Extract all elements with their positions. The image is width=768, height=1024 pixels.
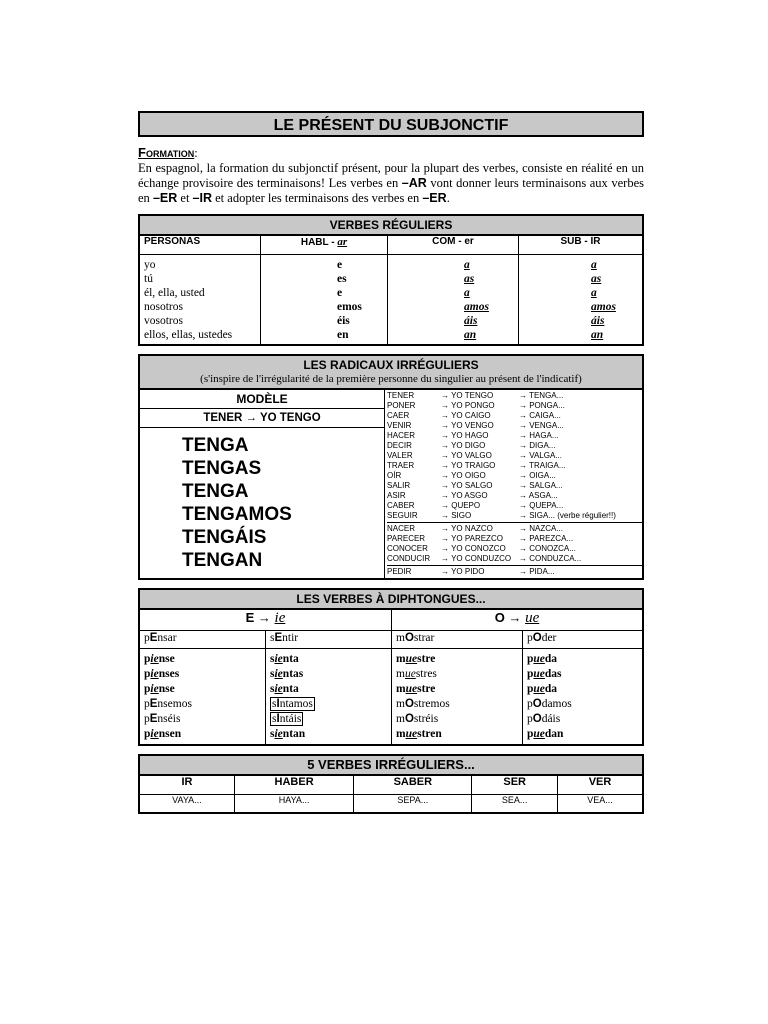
stem-cell: → SALGA... xyxy=(519,481,563,490)
stem-row xyxy=(387,524,642,534)
stem-cell: VENIR xyxy=(387,421,412,430)
infinitive-poder: pOder xyxy=(523,631,643,649)
stem-group xyxy=(387,566,642,578)
stem-cell: → OIGA... xyxy=(519,471,556,480)
stem-cell: → VENGA... xyxy=(519,421,564,430)
ending-er: amos xyxy=(464,301,489,313)
stem-row xyxy=(387,471,642,481)
regular-verbs-table xyxy=(140,236,642,344)
stem-row xyxy=(387,534,642,544)
form-vaya: VAYA... xyxy=(140,795,234,813)
irregular-verbs-table xyxy=(140,776,642,812)
e-target: ie xyxy=(274,610,286,626)
stem-cell: → PIDA... xyxy=(519,567,555,576)
diphthong-type-row xyxy=(140,610,642,631)
form-haya: HAYA... xyxy=(234,795,353,813)
ending-er-2: –ER xyxy=(422,191,447,205)
ending-er: a xyxy=(464,259,470,271)
stem-cell: CONOCER xyxy=(387,544,428,553)
irregular-verbs-box xyxy=(138,754,644,814)
ending-er: as xyxy=(464,273,475,285)
stem-cell: → YO OIGO xyxy=(441,471,486,480)
stem-cell: SALIR xyxy=(387,481,411,490)
stem-cell: PONER xyxy=(387,401,416,410)
stem-row xyxy=(387,554,642,564)
model-column xyxy=(140,390,385,578)
stem-row xyxy=(387,441,642,451)
ending-p: nosotros xyxy=(144,301,183,313)
stem-row xyxy=(387,401,642,411)
stem-cell: → CAIGA... xyxy=(519,411,561,420)
diphthongs-box xyxy=(138,588,644,746)
stem-cell: OÍR xyxy=(387,471,402,480)
col-habl-ending: ar xyxy=(337,236,348,248)
stem-cell: NACER xyxy=(387,524,416,533)
form-sea: SEA... xyxy=(472,795,558,813)
ending-ir: a xyxy=(591,287,597,299)
radicals-header: LES RADICAUX IRRÉGULIERS xyxy=(140,356,642,372)
formation-paragraph: Formation: En espagnol, la formation du subjonctif présent, pour la plupart des verbes, consiste en réalité en un échange provisoire des terminaisons! Les verbes en –AR vont donner leurs terminaisons aux verbes en –ER et –IR et adopter les terminaisons des verbes en –ER. xyxy=(138,145,644,205)
col-habl xyxy=(261,236,388,255)
regular-verbs-header: VERBES RÉGULIERS xyxy=(140,216,642,236)
model-form: TENGAN xyxy=(182,550,263,571)
stem-cell: → TRAIGA... xyxy=(519,461,566,470)
irregular-verb-forms xyxy=(140,795,642,813)
stem-cell: → YO SALGO xyxy=(441,481,493,490)
stem-cell: → YO TENGO xyxy=(441,391,494,400)
ending-ir: a xyxy=(591,259,597,271)
ending-ar: e xyxy=(337,287,343,299)
ending-p: vosotros xyxy=(144,315,183,327)
stem-cell: TENER xyxy=(387,391,415,400)
ending-er: –ER xyxy=(152,191,178,205)
stem-row xyxy=(387,544,642,554)
stem-cell: → NAZCA... xyxy=(519,524,564,533)
stem-row xyxy=(387,491,642,501)
ending-ir: amos xyxy=(591,301,616,313)
personas-cell xyxy=(140,255,261,345)
model-label: MODÈLE xyxy=(140,390,384,409)
stem-row xyxy=(387,391,642,401)
stem-row xyxy=(387,431,642,441)
stem-row xyxy=(387,451,642,461)
stem-cell: → YO CONOZCO xyxy=(441,544,506,553)
o-label: O → xyxy=(494,610,526,625)
stem-row xyxy=(387,567,642,577)
ending-ir: an xyxy=(591,329,604,341)
col-com: COM - er xyxy=(388,236,519,255)
regular-verbs-box xyxy=(138,214,644,346)
stem-cell: → YO DIGO xyxy=(441,441,486,450)
o-ue-heading xyxy=(392,610,643,631)
formation-text-4: et adopter les terminaisons des verbes en xyxy=(212,191,423,205)
stem-row xyxy=(387,411,642,421)
irregular-stems-list xyxy=(385,390,642,578)
verb-saber: SABER xyxy=(354,776,472,795)
regular-header-row xyxy=(140,236,642,255)
model-form: TENGÁIS xyxy=(182,527,267,548)
verb-ver: VER xyxy=(558,776,642,795)
ending-ar: éis xyxy=(337,315,350,327)
radicals-box xyxy=(138,354,644,580)
ending-ar: e xyxy=(337,259,343,271)
diphthongs-header: LES VERBES À DIPHTONGUES... xyxy=(140,590,642,610)
stem-cell: TRAER xyxy=(387,461,415,470)
stem-group xyxy=(387,390,642,523)
e-ie-heading xyxy=(140,610,392,631)
irregular-verbs-header: 5 VERBES IRRÉGULIERS... xyxy=(140,756,642,776)
stem-cell: → ASGA... xyxy=(519,491,558,500)
mostrar-forms: muestre muestres muestre mOstremos mOstréis muestren xyxy=(392,649,523,745)
stem-row xyxy=(387,511,642,521)
stem-cell: PEDIR xyxy=(387,567,412,576)
stem-cell: → QUEPO xyxy=(441,501,481,510)
ending-ar: –AR xyxy=(401,176,427,190)
form-sepa: SEPA... xyxy=(354,795,472,813)
sentir-forms: sienta sientas sienta sIntamos sIntáis sientan xyxy=(266,649,392,745)
ending-ar: es xyxy=(337,273,347,285)
stem-cell: → CONDUZCA... xyxy=(519,554,582,563)
form-vea: VEA... xyxy=(587,795,613,805)
verb-ser: SER xyxy=(472,776,558,795)
stem-cell: DECIR xyxy=(387,441,412,450)
stem-row xyxy=(387,501,642,511)
formation-text-3: et xyxy=(177,191,193,205)
irregular-verb-names xyxy=(140,776,642,795)
formation-text-2: vont donner leurs terminaisons aux verbes en xyxy=(138,176,644,205)
stem-cell: → QUEPA... xyxy=(519,501,564,510)
stem-cell: CAER xyxy=(387,411,410,420)
ending-ir: –IR xyxy=(192,191,212,205)
poder-forms: pueda puedas pueda pOdamos pOdáis puedan xyxy=(527,653,572,740)
stem-cell: → YO NAZCO xyxy=(441,524,493,533)
ending-er: a xyxy=(464,287,470,299)
stem-cell: → YO VALGO xyxy=(441,451,492,460)
stem-cell: PARECER xyxy=(387,534,426,543)
model-verb: TENER → YO TENGO xyxy=(140,409,384,428)
regular-body-row xyxy=(140,255,642,345)
stem-cell: VALER xyxy=(387,451,413,460)
infinitive-sentir: sEntir xyxy=(266,631,392,649)
stem-cell: → CONOZCA... xyxy=(519,544,576,553)
stem-cell: → YO CAIGO xyxy=(441,411,491,420)
ar-endings-cell xyxy=(261,255,388,345)
stem-cell: → YO HAGO xyxy=(441,431,489,440)
formation-text-1: En espagnol, la formation du subjonctif présent, pour la plupart des verbes, consiste en réalité en un échange provisoire des terminaisons! Les verbes en xyxy=(138,161,644,190)
e-label: E → xyxy=(245,610,275,625)
model-form: TENGAS xyxy=(182,458,262,479)
document-page xyxy=(138,111,644,814)
stem-row xyxy=(387,421,642,431)
stem-cell: → YO PONGO xyxy=(441,401,495,410)
conjugation-row xyxy=(140,649,642,745)
diphthongs-table xyxy=(140,610,642,744)
ending-p: tú xyxy=(144,273,153,285)
stem-cell: → SIGO xyxy=(441,511,472,520)
ending-er: áis xyxy=(464,315,478,327)
col-habl-stem: HABL - xyxy=(300,237,338,248)
model-form: TENGA xyxy=(182,435,249,456)
stem-cell: → SIGA... (verbe régulier!!) xyxy=(519,511,616,520)
stem-cell: SEGUIR xyxy=(387,511,418,520)
stem-cell: → VALGA... xyxy=(519,451,562,460)
page-title: LE PRÉSENT DU SUBJONCTIF xyxy=(138,111,644,137)
ending-p: yo xyxy=(144,259,156,271)
er-endings-cell xyxy=(388,255,519,345)
stem-cell: → YO ASGO xyxy=(441,491,488,500)
verb-haber: HABER xyxy=(234,776,353,795)
o-target: ue xyxy=(525,610,540,626)
ending-ar: en xyxy=(337,329,349,341)
stem-cell: ASIR xyxy=(387,491,406,500)
verb-ir: IR xyxy=(140,776,234,795)
infinitive-row xyxy=(140,631,642,649)
stem-cell: → YO PIDO xyxy=(441,567,485,576)
radicals-body xyxy=(140,390,642,578)
formation-text-5: . xyxy=(446,191,450,205)
stem-row xyxy=(387,461,642,471)
stem-cell: → YO TRAIGO xyxy=(441,461,496,470)
ending-ar: emos xyxy=(337,301,362,313)
ending-ir: as xyxy=(591,273,602,285)
pensar-forms: piense pienses piense pEnsemos pEnséis piensen xyxy=(140,649,266,745)
stem-group xyxy=(387,523,642,566)
stem-cell: → YO PAREZCO xyxy=(441,534,503,543)
infinitive-mostrar: mOstrar xyxy=(392,631,523,649)
stem-cell: → YO VENGO xyxy=(441,421,494,430)
stem-cell: CABER xyxy=(387,501,415,510)
stem-cell: HACER xyxy=(387,431,416,440)
infinitive-pensar: pEnsar xyxy=(140,631,266,649)
ending-er: an xyxy=(464,329,477,341)
ir-endings-cell xyxy=(519,255,643,345)
col-sub: SUB - IR xyxy=(519,236,643,255)
model-form: TENGA xyxy=(182,481,249,502)
col-personas: PERSONAS xyxy=(140,236,261,255)
stem-cell: CONDUCIR xyxy=(387,554,431,563)
stem-cell: → PAREZCA... xyxy=(519,534,574,543)
stem-cell: → TENGA... xyxy=(519,391,564,400)
ending-ir: áis xyxy=(591,315,605,327)
stem-cell: → YO CONDUZCO xyxy=(441,554,512,563)
stem-cell: → HAGA... xyxy=(519,431,559,440)
stem-row xyxy=(387,481,642,491)
formation-label: Formation xyxy=(138,145,195,160)
radicals-subheader: (s'inspire de l'irrégularité de la première personne du singulier au présent de l'indicatif) xyxy=(140,372,642,390)
model-forms xyxy=(140,428,384,572)
stem-cell: → DIGA... xyxy=(519,441,556,450)
ending-p: ellos, ellas, ustedes xyxy=(144,329,233,341)
model-form: TENGAMOS xyxy=(182,504,292,525)
ending-p: él, ella, usted xyxy=(144,287,205,299)
stem-cell: → PONGA... xyxy=(519,401,565,410)
